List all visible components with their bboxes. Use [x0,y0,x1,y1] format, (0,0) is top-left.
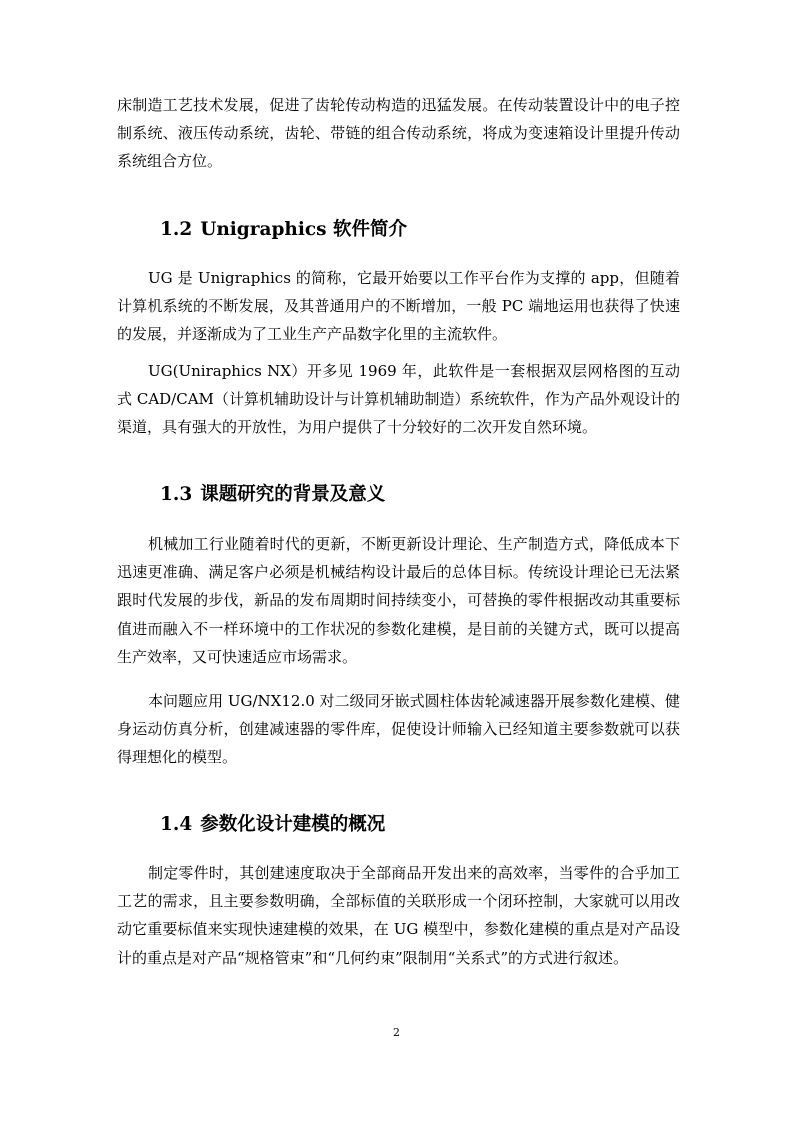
section-heading-1-3 [160,483,385,507]
section-number: 1.4 [160,814,193,835]
section-heading-1-4 [160,813,385,837]
paragraph-background: 机械加工行业随着时代的更新，不断更新设计理论、生产制造方式，降低成本下迅速更准确、满足客户必须是机械结构设计最后的总体目标。传统设计理论已无法紧跟时代发展的步伐，新品的发布周期时间持续变小，可替换的零件根据改动其重要标值进而融入不一样环境中的工作状况的参数化建模，是目前的关键方式，既可以提高生产效率，又可快速适应市场需求。 [117,535,680,666]
section-title: Unigraphics 软件简介 [200,219,408,240]
paragraph-significance: 本问题应用 UG/NX12.0 对二级同牙嵌式圆柱体齿轮减速器开展参数化建模、健身运动仿真分析，创建减速器的零件库，促使设计师输入已经知道主要参数就可以获得理想化的模型。 [117,692,680,767]
paragraph-intro-continued: 床制造工艺技术发展，促进了齿轮传动构造的迅猛发展。在传动装置设计中的电子控制系统、液压传动系统，齿轮、带链的组合传动系统，将成为变速箱设计里提升传动系统组合方位。 [117,96,680,171]
paragraph-ug-history: UG(Uniraphics NX）开多见 1969 年，此软件是一套根据双层网格图的互动式 CAD/CAM（计算机辅助设计与计算机辅助制造）系统软件，作为产品外观设计的渠道，具有强大的开放性，为用户提供了十分较好的二次开发自然环境。 [117,362,680,437]
section-number: 1.3 [160,484,193,505]
page-number: 2 [393,1026,400,1039]
paragraph-parametric-overview: 制定零件时，其创建速度取决于全部商品开发出来的高效率，当零件的合乎加工工艺的需求，且主要参数明确，全部标值的关联形成一个闭环控制，大家就可以用改动它重要标值来实现快速建模的效果，在 UG 模型中，参数化建模的重点是对产品设计的重点是对产品“规格管束”和“几何约束”限制用“关系式”的方式进行叙述。 [117,864,680,967]
section-heading-1-2 [160,218,407,242]
section-title: 课题研究的背景及意义 [200,484,386,505]
paragraph-ug-intro: UG 是 Unigraphics 的简称，它最开始要以工作平台作为支撑的 app，但随着计算机系统的不断发展，及其普通用户的不断增加，一般 PC 端地运用也获得了快速的发展，并逐渐成为了工业生产产品数字化里的主流软件。 [117,269,680,344]
section-number: 1.2 [160,219,193,240]
section-title: 参数化设计建模的概况 [200,814,386,835]
